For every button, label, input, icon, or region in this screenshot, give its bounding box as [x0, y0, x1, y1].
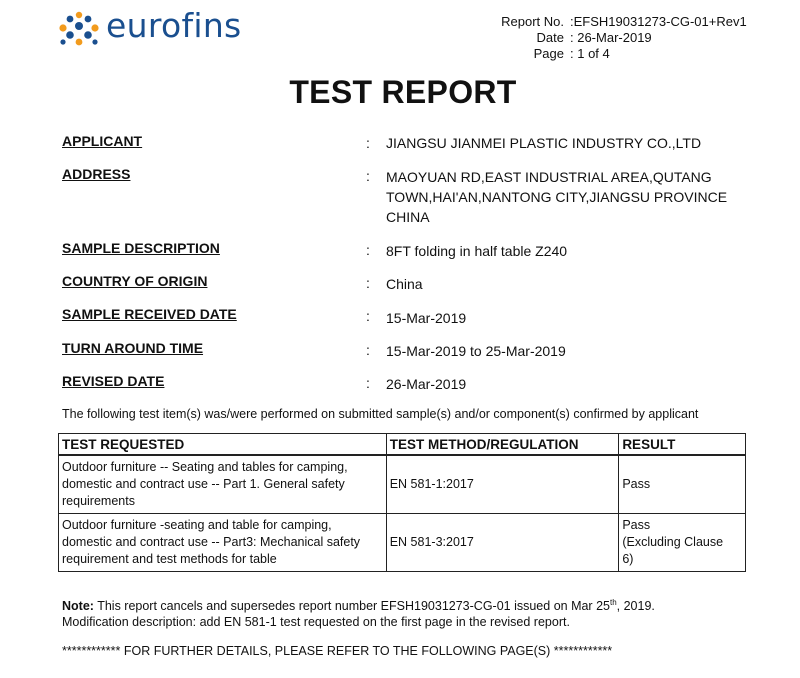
- result-cell: [619, 514, 746, 572]
- test-requested-cell: [59, 455, 387, 514]
- cell-line: Outdoor furniture -- Seating and tables for camping,: [62, 460, 348, 474]
- eurofins-dots-icon: [58, 10, 102, 50]
- column-header-result: RESULT: [619, 434, 746, 456]
- revised-date-label: REVISED DATE: [62, 373, 165, 389]
- turn-around-time-colon: :: [366, 342, 370, 358]
- cell-line: domestic and contract use -- Part 1. General safety: [62, 477, 345, 491]
- test-method-cell: EN 581-1:2017: [386, 455, 619, 514]
- note-label: Note:: [62, 599, 94, 613]
- report-meta-values: [570, 14, 747, 62]
- table-row: [59, 514, 746, 572]
- table-header-row: [59, 434, 746, 456]
- country-of-origin-label: COUNTRY OF ORIGIN: [62, 273, 208, 289]
- note-line-2: Modification description: add EN 581-1 test requested on the first page in the revised report.: [62, 615, 570, 629]
- cell-line: 6): [622, 552, 634, 566]
- applicant-label: APPLICANT: [62, 133, 143, 149]
- country-of-origin-value: China: [386, 276, 423, 292]
- further-details-footer: ************ FOR FURTHER DETAILS, PLEASE REFER TO THE FOLLOWING PAGE(S) ************: [62, 644, 613, 658]
- sample-received-date-colon: :: [366, 308, 370, 324]
- test-results-table: [58, 433, 746, 572]
- column-header-test-requested: TEST REQUESTED: [59, 434, 387, 456]
- test-method-cell: EN 581-3:2017: [386, 514, 619, 572]
- cell-line: domestic and contract use -- Part3: Mechanical safety: [62, 535, 361, 549]
- table-row: [59, 455, 746, 514]
- cell-line: Outdoor furniture -seating and table for camping,: [62, 518, 332, 532]
- sample-description-label: SAMPLE DESCRIPTION: [62, 240, 220, 256]
- applicant-value: JIANGSU JIANMEI PLASTIC INDUSTRY CO.,LTD: [386, 135, 702, 151]
- report-no-label: Report No.: [501, 14, 564, 29]
- note-line-1: [62, 598, 655, 614]
- page-title: TEST REPORT: [289, 74, 517, 110]
- address-line: TOWN,HAI'AN,NANTONG CITY,JIANGSU PROVINCE: [386, 189, 728, 205]
- turn-around-time-label: TURN AROUND TIME: [62, 340, 204, 356]
- eurofins-logo: [58, 6, 242, 50]
- note-superscript: th: [609, 597, 617, 607]
- address-line: CHINA: [386, 209, 430, 225]
- date-value: : 26-Mar-2019: [570, 30, 652, 45]
- cell-line: Pass: [622, 518, 651, 532]
- report-no-value: :EFSH19031273-CG-01+Rev1: [570, 14, 747, 29]
- cell-line: Pass: [622, 477, 651, 491]
- address-colon: :: [366, 168, 370, 184]
- result-cell: [619, 455, 746, 514]
- brand-name: eurofins: [106, 6, 242, 45]
- sample-description-colon: :: [366, 242, 370, 258]
- sample-description-value: 8FT folding in half table Z240: [386, 243, 568, 259]
- note-block: [62, 598, 655, 630]
- date-label: Date: [536, 30, 564, 45]
- turn-around-time-value: 15-Mar-2019 to 25-Mar-2019: [386, 343, 566, 359]
- applicant-colon: :: [366, 135, 370, 151]
- note-text-1a: This report cancels and supersedes report number EFSH19031273-CG-01 issued on Mar 25: [93, 599, 610, 613]
- report-meta-labels: [501, 14, 564, 62]
- sample-received-date-value: 15-Mar-2019: [386, 310, 467, 326]
- revised-date-value: 26-Mar-2019: [386, 376, 467, 392]
- intro-text: The following test item(s) was/were performed on submitted sample(s) and/or component(s) confirmed by applicant: [62, 407, 699, 421]
- address-label: ADDRESS: [62, 166, 131, 182]
- address-line: MAOYUAN RD,EAST INDUSTRIAL AREA,QUTANG: [386, 169, 712, 185]
- cell-line: requirements: [62, 494, 135, 508]
- page-label: Page: [533, 46, 564, 61]
- sample-received-date-label: SAMPLE RECEIVED DATE: [62, 306, 237, 322]
- cell-line: requirement and test methods for table: [62, 552, 277, 566]
- country-of-origin-colon: :: [366, 275, 370, 291]
- cell-line: (Excluding Clause: [622, 535, 724, 549]
- note-text-1b: , 2019.: [616, 599, 655, 613]
- revised-date-colon: :: [366, 375, 370, 391]
- test-requested-cell: [59, 514, 387, 572]
- column-header-test-method: TEST METHOD/REGULATION: [386, 434, 619, 456]
- address-value: [386, 167, 727, 227]
- page-value: : 1 of 4: [570, 46, 610, 61]
